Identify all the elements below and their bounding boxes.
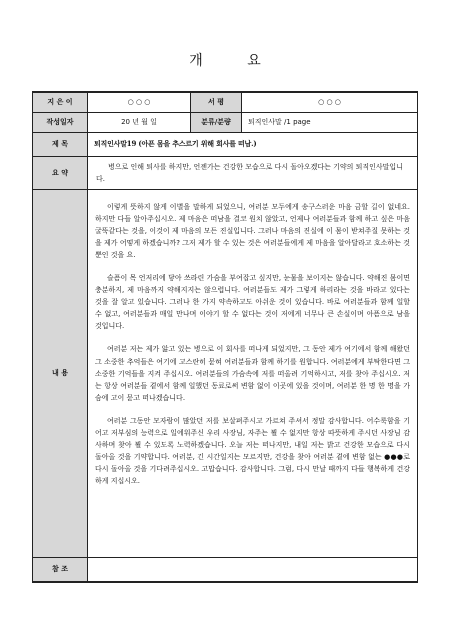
category-value: 퇴직인사말 /1 page	[242, 112, 418, 132]
summary-cell	[88, 156, 418, 189]
reviewer-value: ○ ○ ○	[242, 92, 418, 112]
summary-row	[33, 156, 418, 189]
overview-table	[32, 91, 418, 583]
author-value: ○ ○ ○	[88, 92, 191, 112]
reference-value	[88, 557, 418, 582]
subject-label: 제 목	[33, 132, 88, 156]
content-paragraph-4: 여러분 그동안 모자람이 많았던 저를 보살펴주시고 가르쳐 주셔서 정말 감사합니다. 어수룩함을 기어고 저부심의 능력으로 일에워주신 우리 사장님, 자주는 뵐 수 없지만 항상 따뜻하게 주시던 사장님 감사하며 찾아 뵐 수 있도록 노력하겠습니다. 오늘 저는 떠나지만, 내일 저는 밝고 건강한 모습으로 다시 돌아올 것을 기약합니다. 여러분, 긴 시간일지는 모르지만, 건강을 찾아 여러분 곁에 변함 없는 ●●●로 다시 돌아올 것을 기다려주십시오. 고맙습니다. 감사합니다. 그럼, 다시 만날 때까지 다들 행복하게 건강하게 지십시오.	[95, 416, 410, 486]
document-title: 개 요	[189, 53, 281, 69]
summary-label: 요 약	[33, 156, 88, 189]
date-row	[33, 112, 418, 132]
reference-label: 참 조	[33, 557, 88, 582]
content-paragraph-2: 슬픔이 목 언저리에 닿아 쓰라린 가슴을 부여잡고 싶지만, 눈물을 보이지는 않습니다. 약해진 몸이면 충분하지, 제 마음까지 약해지지는 않으렵니다. 여러분들도 제가 그렇게 하리라는 것을 바라고 있다는 것을 잘 알고 있습니다. 그러나 한 가지 약속하고도 아쉬운 것이 있습니다. 바로 여러분들과 함께 일할 수 없고, 여러분들과 매일 만나며 이야기 할 수 없다는 것이 저에게 너무나 큰 손실이며 아픔으로 남을 것입니다.	[95, 273, 410, 331]
summary-text: 병으로 인해 퇴사를 하지만, 언젠가는 건강한 모습으로 다시 돌아오겠다는 기약의 퇴직인사말입니다.	[96, 162, 403, 183]
subject-row	[33, 132, 418, 156]
content-row	[33, 189, 418, 557]
content-label: 내 용	[33, 189, 88, 557]
author-row	[33, 92, 418, 112]
date-label: 작성일자	[33, 112, 88, 132]
content-paragraph-1: 이렇게 뜻하지 않게 이별을 말하게 되었으니, 여러분 모두에게 송구스러운 마음 금할 길이 없네요. 하지만 다들 알아주십시오. 제 마음은 떠남을 결코 원치 않았고, 언제나 여러분들과 함께 하고 싶은 마음 굴뚝같다는 것을, 이것이 제 마음의 모든 진실입니다. 그러나 마음의 진실에 이 몸이 받쳐주질 못하는 것을 제가 어떻게 하겠습니까? 그저 제가 할 수 있는 것은 여러분들에게 제 마음을 알아달라고 호소하는 것뿐인 것을 요.	[95, 202, 410, 259]
author-label: 지 은 이	[33, 92, 88, 112]
content-cell	[88, 189, 418, 557]
reference-row	[33, 557, 418, 582]
subject-value: 퇴직인사말19 (아픈 몸을 추스르기 위해 회사를 떠남.)	[88, 132, 418, 156]
date-value: 20 년 월 일	[88, 112, 191, 132]
category-label: 분류/분량	[191, 112, 242, 132]
content-paragraph-3: 여러분 저는 제가 앓고 있는 병으로 이 회사를 떠나게 되었지만, 그 동안 제가 여기에서 함께 해왔던 그 소중한 추억들은 여기에 고스란히 묻혀 여러분들과 함께 하기를 원합니다. 여러분에게 부탁한다면 그 소중한 기억들을 지켜 주십시오. 여러분들의 가슴속에 저를 떠올려 기억하시고, 저를 찾아 주십시오. 저는 항상 여러분들 곁에서 함께 일했던 동료로써 변함 없이 이곳에 있을 것이며, 여러분 한 명 한 명을 가슴에 고이 묻고 떠나겠습니다.	[95, 345, 410, 402]
reviewer-label: 서 평	[191, 92, 242, 112]
